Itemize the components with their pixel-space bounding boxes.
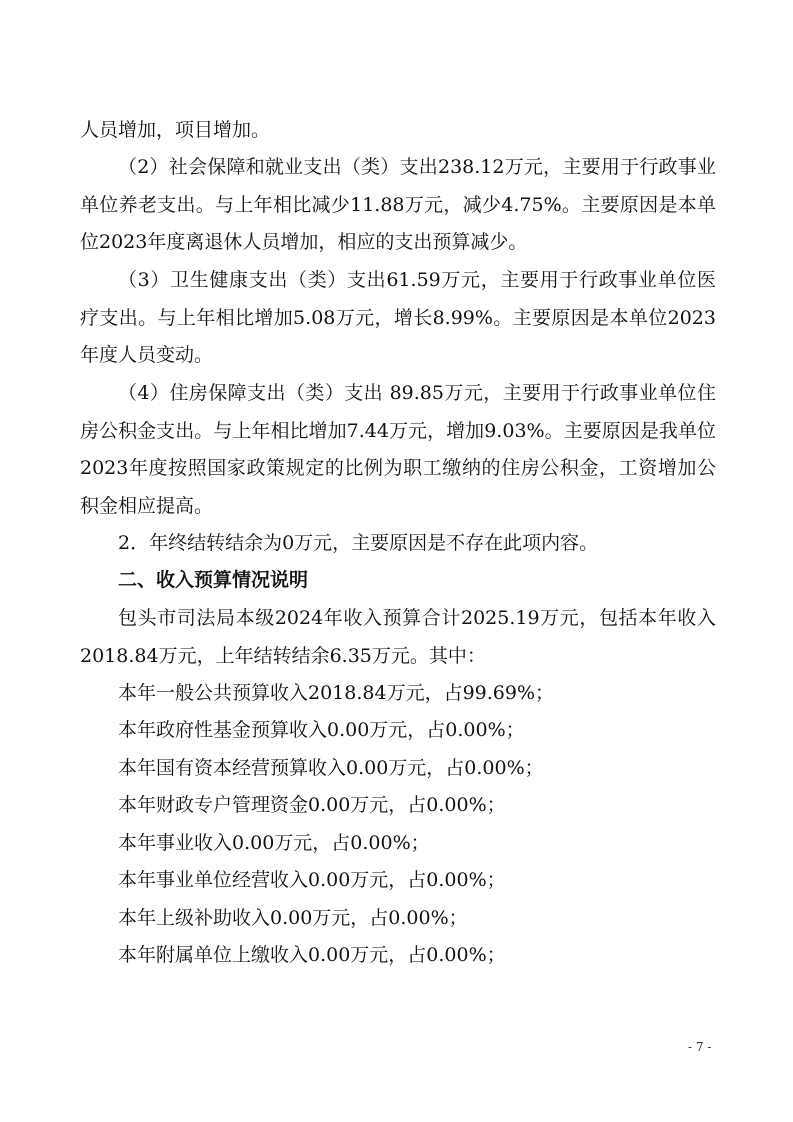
income-line: 本年附属单位上缴收入0.00万元，占0.00%； <box>118 944 506 966</box>
income-line: 本年一般公共预算收入2018.84万元，占99.69%； <box>118 682 555 704</box>
income-line: 本年政府性基金预算收入0.00万元，占0.00%； <box>118 719 525 741</box>
paragraph-staff-increase: 人员增加，项目增加。 <box>80 119 271 141</box>
paragraph-carryover: 2．年终结转结余为0万元，主要原因是不存在此项内容。 <box>118 532 599 554</box>
paragraph-income-total: 包头市司法局本级2024年收入预算合计2025.19万元，包括本年收入2018.84万元，上年结转结余6.35万元。其中： <box>80 607 716 667</box>
page-number: - 7 - <box>688 1040 712 1054</box>
paragraph-social-security: （2）社会保障和就业支出（类）支出238.12万元，主要用于行政事业单位养老支出。与上年相比减少11.88万元，减少4.75%。主要原因是本单位2023年度离退休人员增加，相应的支出预算减少。 <box>80 156 716 253</box>
income-line: 本年财政专户管理资金0.00万元，占0.00%； <box>118 794 506 816</box>
income-line: 本年事业单位经营收入0.00万元，占0.00%； <box>118 869 506 891</box>
paragraph-health: （3）卫生健康支出（类）支出61.59万元，主要用于行政事业单位医疗支出。与上年相比增加5.08万元，增长8.99%。主要原因是本单位2023年度人员变动。 <box>80 269 716 366</box>
paragraph-housing: （4）住房保障支出（类）支出 89.85万元，主要用于行政事业单位住房公积金支出。与上年相比增加7.44万元，增加9.03%。主要原因是我单位2023年度按照国家政策规定的比例为职工缴纳的住房公积金，工资增加公积金相应提高。 <box>80 382 716 517</box>
section-heading-income: 二、收入预算情况说明 <box>118 569 309 591</box>
income-line: 本年上级补助收入0.00万元，占0.00%； <box>118 907 468 929</box>
income-line: 本年国有资本经营预算收入0.00万元，占0.00%； <box>118 757 544 779</box>
income-line: 本年事业收入0.00万元，占0.00%； <box>118 832 430 854</box>
